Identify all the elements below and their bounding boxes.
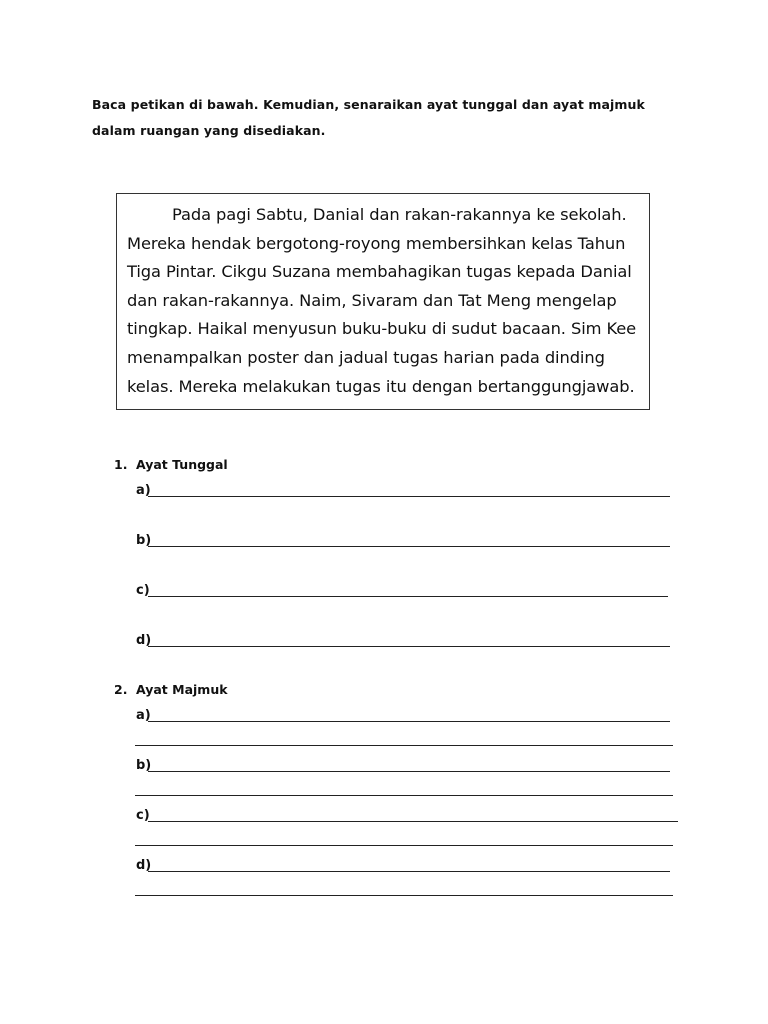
answer-label: c) — [136, 808, 150, 823]
instructions-line-1: Baca petikan di bawah. Kemudian, senaraikan ayat tunggal dan ayat majmuk — [92, 97, 645, 112]
answer-continuation-line[interactable] — [135, 845, 673, 846]
instructions-line-2: dalam ruangan yang disediakan. — [92, 123, 326, 138]
passage-line: Tiga Pintar. Cikgu Suzana membahagikan tugas kepada Danial — [127, 262, 632, 282]
passage-line: Pada pagi Sabtu, Danial dan rakan-rakannya ke sekolah. — [172, 205, 627, 224]
section-2-title: Ayat Majmuk — [136, 682, 228, 697]
reading-passage-box — [116, 193, 650, 410]
answer-label: b) — [136, 533, 152, 548]
answer-line[interactable] — [148, 546, 670, 547]
section-1-heading — [114, 457, 228, 472]
answer-line[interactable] — [148, 821, 678, 822]
answer-label: a) — [136, 483, 151, 498]
answer-line[interactable] — [148, 496, 670, 497]
section-1-number: 1. — [114, 457, 128, 472]
answer-line[interactable] — [148, 646, 670, 647]
answer-label: d) — [136, 858, 152, 873]
instructions — [92, 92, 682, 144]
answer-continuation-line[interactable] — [135, 795, 673, 796]
section-1-title: Ayat Tunggal — [136, 457, 228, 472]
section-2-number: 2. — [114, 682, 128, 697]
answer-label: b) — [136, 758, 152, 773]
answer-continuation-line[interactable] — [135, 895, 673, 896]
answer-label: a) — [136, 708, 151, 723]
passage-line: dan rakan-rakannya. Naim, Sivaram dan Tat Meng mengelap — [127, 290, 617, 310]
answer-line[interactable] — [148, 771, 670, 772]
passage-line: Mereka hendak bergotong-royong membersihkan kelas Tahun — [127, 233, 626, 253]
answer-line[interactable] — [148, 721, 670, 722]
answer-line[interactable] — [148, 871, 670, 872]
answer-label: d) — [136, 633, 152, 648]
answer-label: c) — [136, 583, 150, 598]
section-2-heading — [114, 682, 228, 697]
passage-line: tingkap. Haikal menyusun buku-buku di sudut bacaan. Sim Kee — [127, 319, 637, 339]
answer-line[interactable] — [148, 596, 668, 597]
passage-line: kelas. Mereka melakukan tugas itu dengan bertanggungjawab. — [127, 376, 635, 396]
passage-line: menampalkan poster dan jadual tugas harian pada dinding — [127, 347, 605, 367]
answer-continuation-line[interactable] — [135, 745, 673, 746]
